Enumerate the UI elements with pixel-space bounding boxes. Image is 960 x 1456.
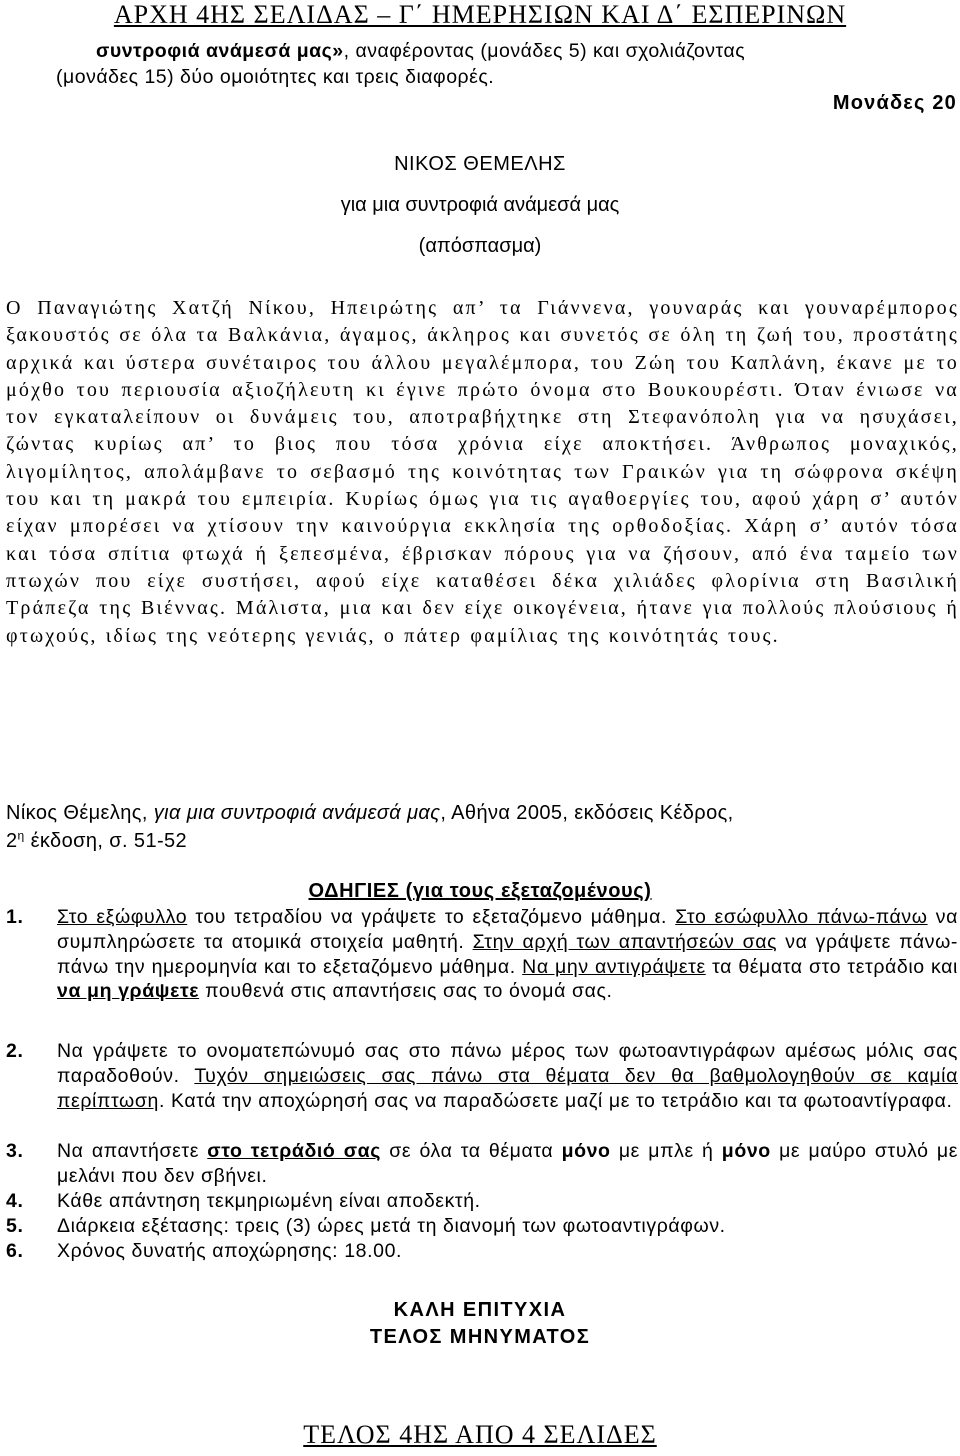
intro-rest: , αναφέροντας (μονάδες 5) και σχολιάζοντας xyxy=(343,40,746,62)
end-of-message: ΤΕΛΟΣ ΜΗΝΥΜΑΤΟΣ xyxy=(369,1326,591,1348)
page-footer: ΤΕΛΟΣ 4ΗΣ ΑΠΟ 4 ΣΕΛΙΔΕΣ xyxy=(303,1420,657,1449)
instruction-text: Κάθε απάντηση τεκμηριωμένη είναι αποδεκτή. xyxy=(57,1190,481,1212)
instructions-title: ΟΔΗΓΙΕΣ (για τους εξεταζομένους) xyxy=(308,880,652,902)
page-header: ΑΡΧΗ 4ΗΣ ΣΕΛΙΔΑΣ – Γ΄ ΗΜΕΡΗΣΙΩΝ ΚΑΙ Δ΄ ΕΣΠΕΡΙΝΩΝ xyxy=(113,0,847,29)
instruction-number: 6. xyxy=(6,1240,24,1262)
instruction-item xyxy=(6,905,958,1004)
intro-bold: συντροφιά ανάμεσά μας» xyxy=(96,40,344,62)
instruction-text: Διάρκεια εξέτασης: τρεις (3) ώρες μετά τη διανομή των φωτοαντιγράφων. xyxy=(57,1215,726,1237)
citation-edition-rest: έκδοση, σ. 51-52 xyxy=(24,830,188,852)
instruction-number: 1. xyxy=(6,906,24,928)
citation-edition-num: 2 xyxy=(6,830,18,852)
citation-title: για μια συντροφιά ανάμεσά μας xyxy=(153,802,441,824)
citation-edition-sup: η xyxy=(17,828,25,843)
citation xyxy=(6,799,956,855)
instruction-text: Χρόνος δυνατής αποχώρησης: 18.00. xyxy=(57,1240,403,1262)
instruction-number: 4. xyxy=(6,1190,24,1212)
units-label: Μονάδες 20 xyxy=(832,92,957,114)
text-work-title: για μια συντροφιά ανάμεσά μας xyxy=(340,194,620,216)
instruction-text: Στο εξώφυλλο του τετραδίου να γράψετε το εξεταζόμενο μάθημα. Στο εσώφυλλο πάνω-πάνω να συμπληρώσετε τα ατομικά στοιχεία μαθητή. Στην αρχή των απαντήσεών σας να γράψετε πάνω-πάνω την ημερομηνία και το εξεταζόμενο μάθημα. Να μην αντιγράψετε τα θέματα στο τετράδιο και να μη γράψετε πουθενά στις απαντήσεις σας το όνομά σας. xyxy=(57,906,958,1003)
instruction-text: Να απαντήσετε στο τετράδιό σας σε όλα τα θέματα μόνο με μπλε ή μόνο με μαύρο στυλό με μελάνι που δεν σβήνει. xyxy=(57,1140,958,1187)
citation-details: , Αθήνα 2005, εκδόσεις Κέδρος, xyxy=(440,802,734,824)
instruction-number: 2. xyxy=(6,1040,24,1062)
good-luck: ΚΑΛΗ ΕΠΙΤΥΧΙΑ xyxy=(393,1299,567,1321)
instruction-item xyxy=(6,1189,958,1214)
instruction-item xyxy=(6,1039,958,1113)
instruction-item xyxy=(6,1139,958,1189)
closing-message xyxy=(0,1297,960,1351)
intro-line2: (μονάδες 15) δύο ομοιότητες και τρεις διαφορές. xyxy=(56,66,495,88)
text-excerpt-note: (απόσπασμα) xyxy=(418,235,542,257)
instruction-text: Να γράψετε το ονοματεπώνυμό σας στο πάνω μέρος των φωτοαντιγράφων αμέσως μόλις σας παραδοθούν. Τυχόν σημειώσεις σας πάνω στα θέματα δεν θα βαθμολογηθούν σε καμία περίπτωση. Κατά την αποχώρησή σας να παραδώσετε μαζί με το τετράδιο και τα φωτοαντίγραφα. xyxy=(57,1040,958,1112)
instruction-item xyxy=(6,1214,958,1239)
instruction-number: 3. xyxy=(6,1140,24,1162)
question-intro xyxy=(56,38,958,90)
instruction-item xyxy=(6,1239,958,1264)
text-author: ΝΙΚΟΣ ΘΕΜΕΛΗΣ xyxy=(394,153,566,175)
instruction-number: 5. xyxy=(6,1215,24,1237)
excerpt-text: Ο Παναγιώτης Χατζή Νίκου, Ηπειρώτης απ’ τα Γιάννενα, γουναράς και γουναρέμπορος ξακουστός σε όλα τα Βαλκάνια, άγαμος, άκληρος και συνετός σε όλη τη ζωή του, προστάτης αρχικά και ύστερα συνέταιρος του άλλου μεγαλέμπορα, του Ζώη του Καπλάνη, έκανε με το μόχθο του περιουσία αξιοζήλευτη κι έγινε πρώτο όνομα στο Βουκουρέστι. Όταν ένιωσε να τον εγκαταλείπουν οι δυνάμεις του, αποτραβήχτηκε στη Στεφανόπολη για να ησυχάσει, ζώντας κυρίως απ’ το βιος που τόσα χρόνια είχε αποκτήσει. Άνθρωπος μοναχικός, λιγομίλητος, απολάμβανε το σεβασμό της κοινότητας των Γραικών για τη σώφρονα σκέψη του και τη μακρά του εμπειρία. Κυρίως όμως για τις αγαθοεργίες του, αφού χάρη σ’ αυτόν είχαν μπορέσει να χτίσουν την καινούργια εκκλησία της ορθοδοξίας. Χάρη σ’ αυτόν τόσα και τόσα σπίτια φτωχά ή ξεπεσμένα, έβρισκαν πόρους για να ζήσουν, από ένα ταμείο των πτωχών που είχε συστήσει, αφού είχε καταθέσει δέκα χιλιάδες φλορίνια στη Βασιλική Τράπεζα της Βιέννας. Μάλιστα, μια και δεν είχε οικογένεια, ήτανε για πολλούς πλούσιους ή φτωχούς, ιδίως της νεότερης γενιάς, ο πάτερ φαμίλιας της κοινότητάς τους. xyxy=(6,297,959,647)
citation-author: Νίκος Θέμελης, xyxy=(6,802,154,824)
